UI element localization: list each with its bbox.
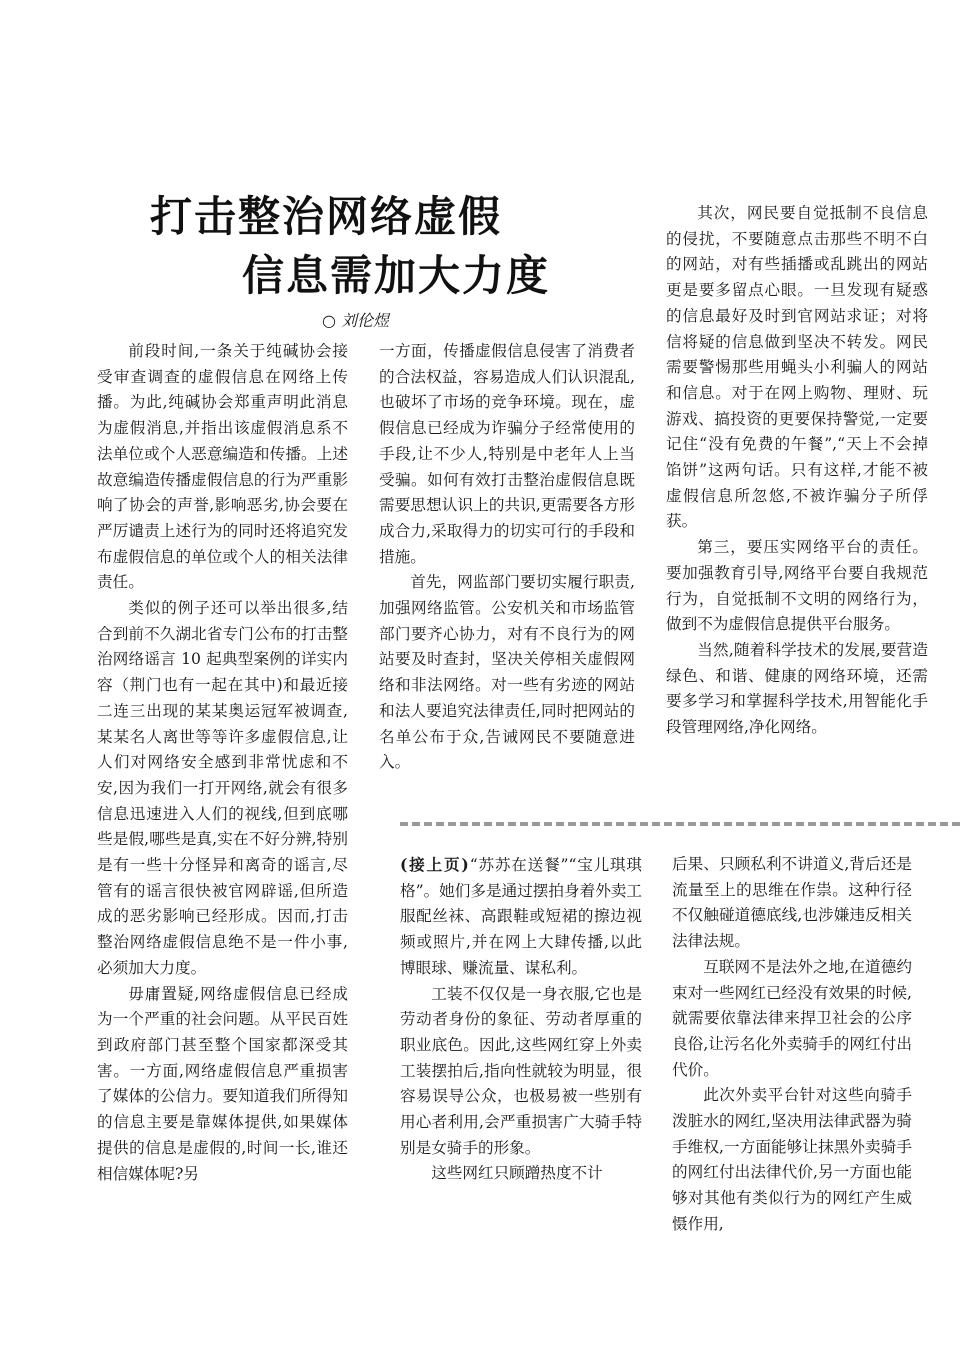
paragraph: 互联网不是法外之地,在道德约束对一些网红已经没有效果的时候,就需要依靠法律来捍卫社会的公序良俗,让污名化外卖骑手的网红付出代价。 — [672, 957, 912, 1079]
paragraph: 类似的例子还可以举出很多,结合到前不久湖北省专门公布的打击整治网络谣言 10 起典型案例的详实内容（荆门也有一起在其中)和最近接二连三出现的某某奥运冠军被调查,某某名人离世等等许多虚假信息,让人们对网络安全感到非常忧虑和不安,因为我们一打开网络,就会有很多信息迅速进入人们的视线,但到底哪些是假,哪些是真,实在不好分辨,特别是有一些十分怪异和离奇的谣言,尽管有的谣言很快被官网辟谣,但所造成的恶劣影响已经形成。因而,打击整治网络虚假信息绝不是一件小事,必须加大力度。 — [97, 599, 348, 977]
paragraph: 工装不仅仅是一身衣服,它也是劳动者身份的象征、劳动者厚重的职业底色。因此,这些网红穿上外卖工装摆拍后,指向性就较为明显，很容易误导公众，也极易被一些别有用心者利用,会严重损害广大骑手特别是女骑手的形象。 — [400, 984, 642, 1157]
article-column-3 — [666, 201, 928, 741]
paragraph-text: “苏苏在送餐”“宝儿琪琪格”。她们多是通过摆拍身着外卖工服配丝袜、高跟鞋或短裙的擦边视频或照片,并在网上大肆传播,以此博眼球、赚流量、谋私利。 — [400, 856, 642, 977]
paragraph: 首先，网监部门要切实履行职责,加强网络监管。公安机关和市场监管部门要齐心协力，对有不良行为的网站要及时查封，坚决关停相关虚假网络和非法网络。对一些有劣迹的网站和法人要追究法律责任,同时把网站的名单公布于众,告诫网民不要随意进入。 — [379, 573, 635, 772]
paragraph: 第三，要压实网络平台的责任。要加强教育引导,网络平台要自我规范行为，自觉抵制不文明的网络行为，做到不为虚假信息提供平台服务。 — [666, 538, 928, 634]
paragraph — [400, 852, 642, 982]
section-divider — [400, 822, 960, 826]
paragraph: 后果、只顾私利不讲道义,背后还是流量至上的思维在作祟。这种行径不仅触碰道德底线,也涉嫌违反相关法律法规。 — [672, 855, 912, 951]
continued-column-1 — [400, 852, 642, 1187]
paragraph: 其次，网民要自觉抵制不良信息的侵扰，不要随意点击那些不明不白的网站，对有些插播或乱跳出的网站更是要多留点心眼。一旦发现有疑惑的信息最好及时到官网站求证；对将信将疑的信息做到坚决不转发。网民需要警惕那些用蝇头小利骗人的网站和信息。对于在网上购物、理财、玩游戏、搞投资的更要保持警觉,一定要记住“没有免费的午餐”,“天上不会掉馅饼”这两句话。只有这样,才能不被虚假信息所忽悠,不被诈骗分子所俘获。 — [666, 204, 928, 531]
paragraph: 毋庸置疑,网络虚假信息已经成为一个严重的社会问题。从平民百姓到政府部门甚至整个国家都深受其害。一方面,网络虚假信息严重损害了媒体的公信力。要知道我们所得知的信息主要是靠媒体提供,如果媒体提供的信息是虚假的,时间一长,谁还相信媒体呢?另 — [97, 984, 348, 1183]
article-title-line-2: 信息需加大力度 — [242, 251, 551, 300]
paragraph: 前段时间,一条关于纯碱协会接受审查调查的虚假信息在网络上传播。为此,纯碱协会郑重声明此消息为虚假消息,并指出该虚假消息系不法单位或个人恶意编造和传播。上述故意编造传播虚假信息的行为严重影响了协会的声誉,影响恶劣,协会要在严厉谴责上述行为的同时还将追究发布虚假信息的单位或个人的相关法律责任。 — [97, 342, 348, 592]
article-column-2 — [379, 339, 635, 776]
paragraph: 当然,随着科学技术的发展,要营造绿色、和谐、健康的网络环境，还需要多学习和掌握科学技术,用智能化手段管理网络,净化网络。 — [666, 640, 928, 737]
jump-label: (接上页) — [400, 855, 470, 874]
article-column-1 — [97, 339, 348, 1187]
continued-column-2 — [672, 852, 912, 1238]
paragraph: 此次外卖平台针对这些向骑手泼脏水的网红,坚决用法律武器为骑手维权,一方面能够让抹黑外卖骑手的网红付出法律代价,另一方面也能够对其他有类似行为的网红产生威慑作用, — [672, 1086, 912, 1233]
article-title-line-1: 打击整治网络虚假 — [150, 192, 503, 241]
paragraph: 一方面，传播虚假信息侵害了消费者的合法权益，容易造成人们认识混乱,也破坏了市场的竞争环境。现在，虚假信息已经成为诈骗分子经常使用的手段,让不少人,特别是中老年人上当受骗。如何有效打击整治虚假信息既需要思想认识上的共识,更需要各方形成合力,采取得力的切实可行的手段和措施。 — [379, 342, 635, 566]
paragraph: 这些网红只顾蹭热度不计 — [431, 1164, 603, 1183]
author-byline: ○ 刘伦煜 — [322, 311, 390, 330]
